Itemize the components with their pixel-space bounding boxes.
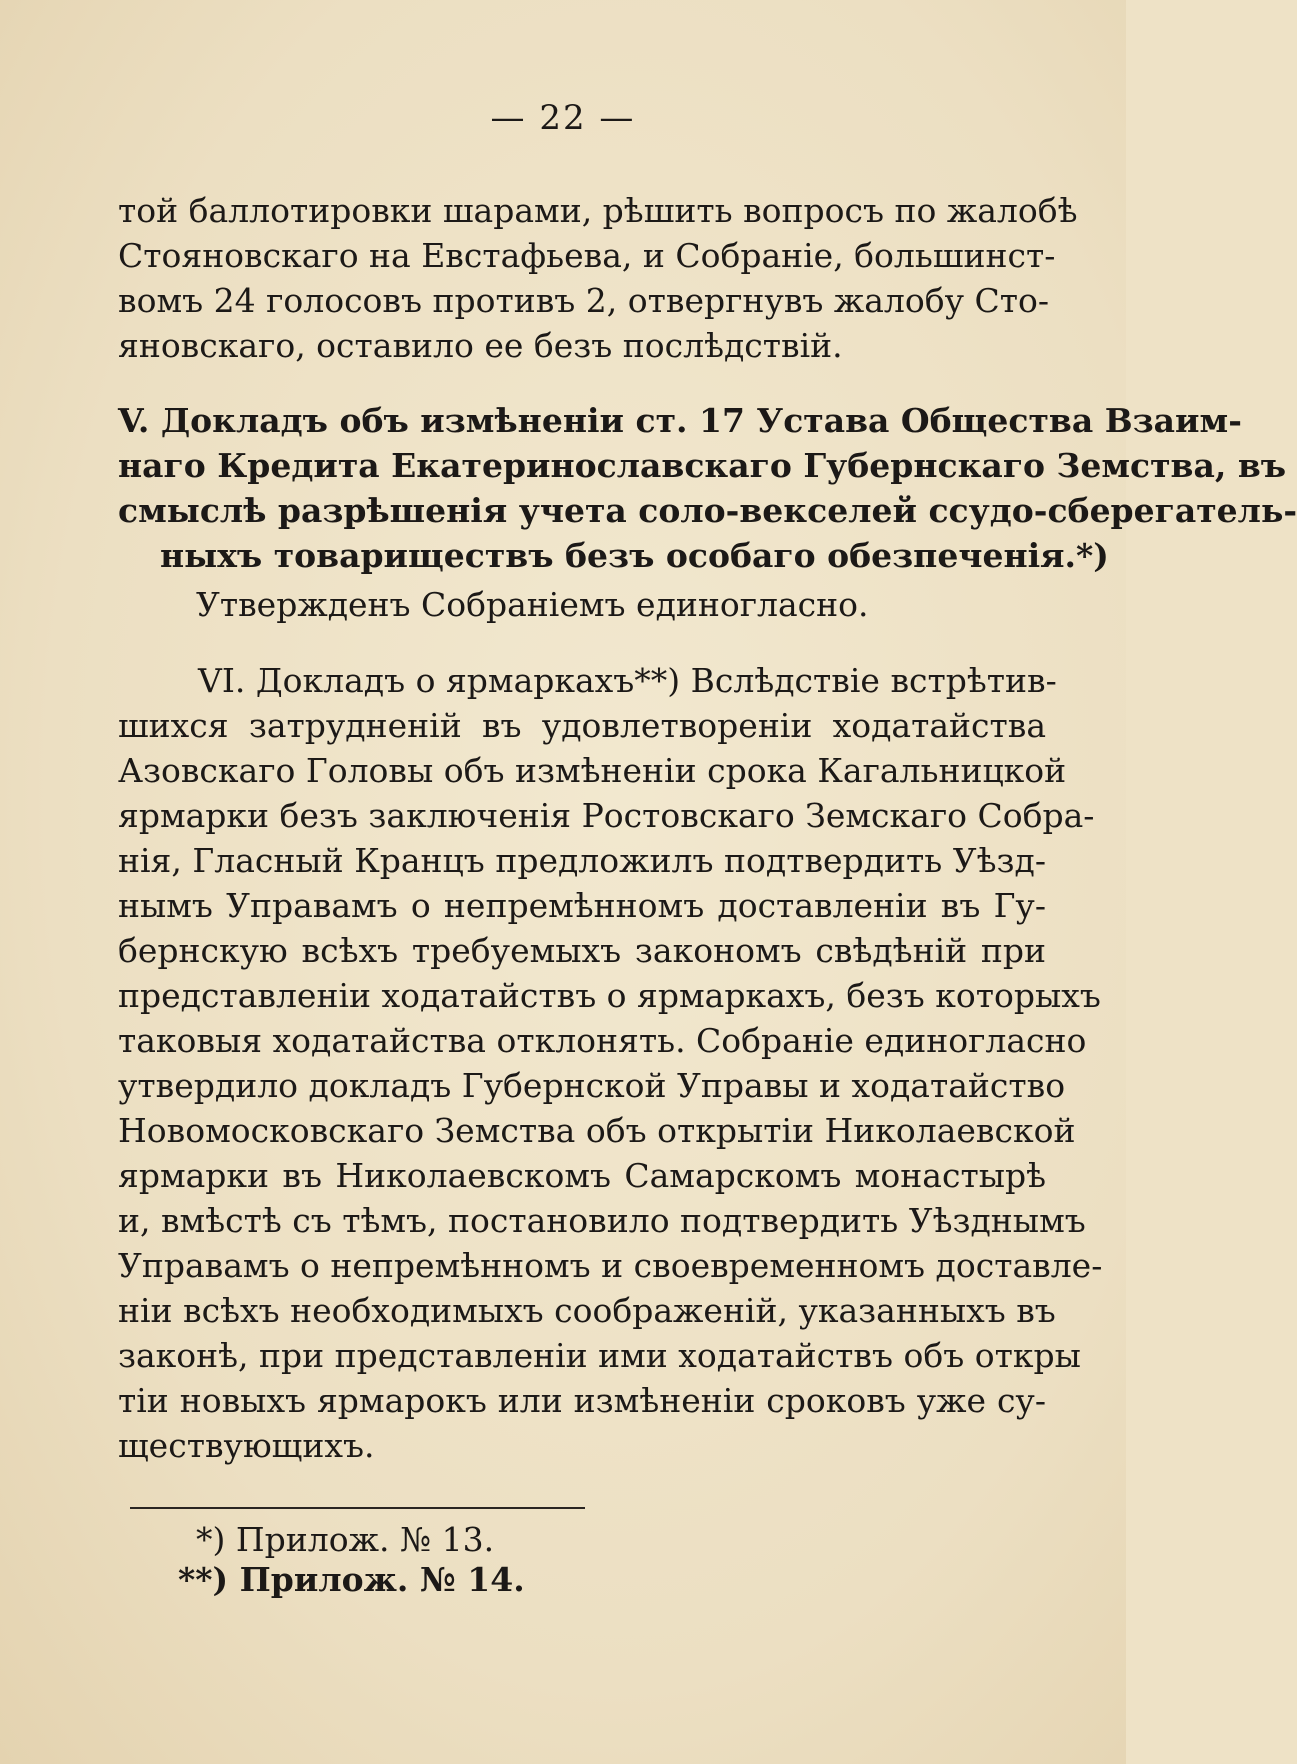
text-line: представленіи ходатайствъ о ярмаркахъ, безъ которыхъ bbox=[118, 976, 1101, 1015]
text-line: тіи новыхъ ярмарокъ или измѣненіи сроковъ уже су- bbox=[118, 1381, 1046, 1420]
paragraph-intro bbox=[118, 188, 1078, 368]
footnote-divider bbox=[130, 1507, 585, 1509]
text-line: Управамъ о непремѣнномъ и своевременномъ доставле- bbox=[118, 1246, 1103, 1285]
text-line: Новомосковскаго Земства объ открытіи Николаевской bbox=[118, 1111, 1076, 1150]
footnote-1: *) Прилож. № 13. bbox=[196, 1520, 495, 1559]
heading-line: наго Кредита Екатеринославскаго Губернскаго Земства, въ bbox=[118, 446, 1287, 485]
text-line: ніи всѣхъ необходимыхъ соображеній, указанныхъ въ bbox=[118, 1291, 1056, 1330]
section-v-heading bbox=[118, 398, 1297, 578]
text-line: и, вмѣстѣ съ тѣмъ, постановило подтвердить Уѣзднымъ bbox=[118, 1201, 1086, 1240]
text-line: законѣ, при представленіи ими ходатайствъ объ откры bbox=[118, 1336, 1081, 1375]
text-line: Азовскаго Головы объ измѣненіи срока Кагальницкой bbox=[118, 751, 1067, 790]
heading-line: смыслѣ разрѣшенія учета соло-векселей ссудо-сберегатель- bbox=[118, 491, 1297, 530]
text-line: бернскую всѣхъ требуемыхъ закономъ свѣдѣній при bbox=[118, 931, 1046, 970]
section-vi bbox=[118, 658, 1103, 1468]
text-line: Стояновскаго на Евстафьева, и Собраніе, большинст- bbox=[118, 236, 1056, 275]
text-line: ярмарки въ Николаевскомъ Самарскомъ монастырѣ bbox=[118, 1156, 1046, 1195]
text-line: VI. Докладъ о ярмаркахъ**) Вслѣдствіе встрѣтив- bbox=[198, 661, 1057, 700]
heading-line: ныхъ товариществъ безъ особаго обезпеченія.*) bbox=[160, 536, 1109, 575]
text-line: яновскаго, оставило ее безъ послѣдствій. bbox=[118, 326, 843, 365]
result-line: Утвержденъ Собраніемъ единогласно. bbox=[196, 585, 869, 624]
text-line: шихся затрудненій въ удовлетвореніи ходатайства bbox=[118, 706, 1046, 745]
text-line: нія, Гласный Кранцъ предложилъ подтвердить Уѣзд- bbox=[118, 841, 1046, 880]
text-line: ярмарки безъ заключенія Ростовскаго Земскаго Собра- bbox=[118, 796, 1095, 835]
footnote-2: **) Прилож. № 14. bbox=[178, 1560, 525, 1599]
text-line: нымъ Управамъ о непремѣнномъ доставленіи въ Гу- bbox=[118, 886, 1046, 925]
heading-line: V. Докладъ объ измѣненіи ст. 17 Устава Общества Взаим- bbox=[118, 401, 1242, 440]
section-v-result bbox=[196, 582, 1056, 627]
text-line: таковыя ходатайства отклонять. Собраніе единогласно bbox=[118, 1021, 1087, 1060]
text-line: вомъ 24 голосовъ противъ 2, отвергнувъ жалобу Сто- bbox=[118, 281, 1050, 320]
text-line: утвердило докладъ Губернской Управы и ходатайство bbox=[118, 1066, 1066, 1105]
page-number: — 22 — bbox=[490, 98, 636, 138]
text-line: той баллотировки шарами, рѣшить вопросъ по жалобѣ bbox=[118, 191, 1078, 230]
text-line: ществующихъ. bbox=[118, 1426, 375, 1465]
